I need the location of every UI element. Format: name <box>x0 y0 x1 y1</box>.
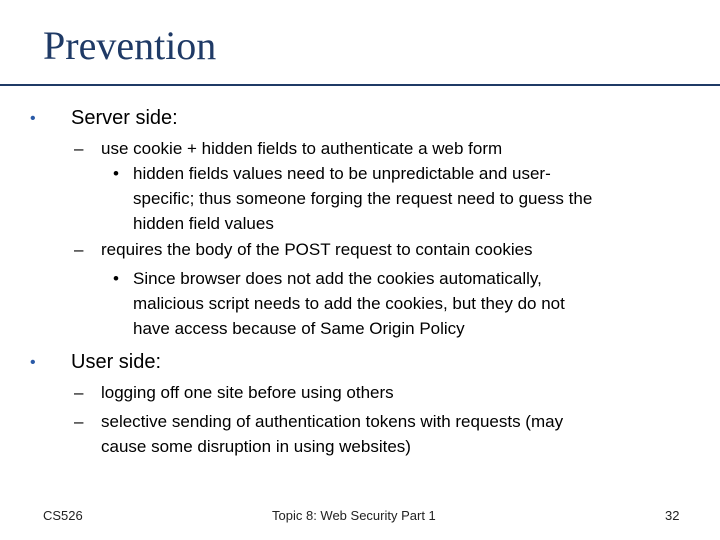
server-item-2-sub-line-3: have access because of Same Origin Policy <box>133 319 465 338</box>
slide-title: Prevention <box>43 23 217 68</box>
server-item-2-text: requires the body of the POST request to contain cookies <box>101 240 533 259</box>
bullet-glyph: • <box>30 110 36 127</box>
user-item-2-line-2: cause some disruption in using websites) <box>101 437 411 456</box>
server-item-1-text: use cookie + hidden fields to authenticate a web form <box>101 139 503 158</box>
dash-glyph: – <box>74 139 84 158</box>
server-side-heading: Server side: <box>71 107 178 129</box>
title-divider <box>0 84 720 86</box>
server-item-2-sub-line-1: Since browser does not add the cookies automatically, <box>133 269 542 288</box>
server-item-1-sub-line-1: hidden fields values need to be unpredictable and user- <box>133 164 551 183</box>
user-item-2-line-1: selective sending of authentication tokens with requests (may <box>101 412 564 431</box>
user-item-1-text: logging off one site before using others <box>101 383 394 402</box>
dash-glyph: – <box>74 240 84 259</box>
bullet-glyph: • <box>113 164 119 183</box>
bullet-glyph: • <box>30 354 36 371</box>
footer-topic: Topic 8: Web Security Part 1 <box>272 508 436 523</box>
footer-page-number: 32 <box>665 508 680 523</box>
server-item-2-sub-line-2: malicious script needs to add the cookies, but they do not <box>133 294 565 313</box>
dash-glyph: – <box>74 412 84 431</box>
user-side-heading: User side: <box>71 351 162 373</box>
bullet-glyph: • <box>113 269 119 288</box>
dash-glyph: – <box>74 383 84 402</box>
server-item-1-sub-line-2: specific; thus someone forging the request need to guess the <box>133 189 593 208</box>
server-item-1-sub-line-3: hidden field values <box>133 214 274 233</box>
footer-course: CS526 <box>43 508 83 523</box>
